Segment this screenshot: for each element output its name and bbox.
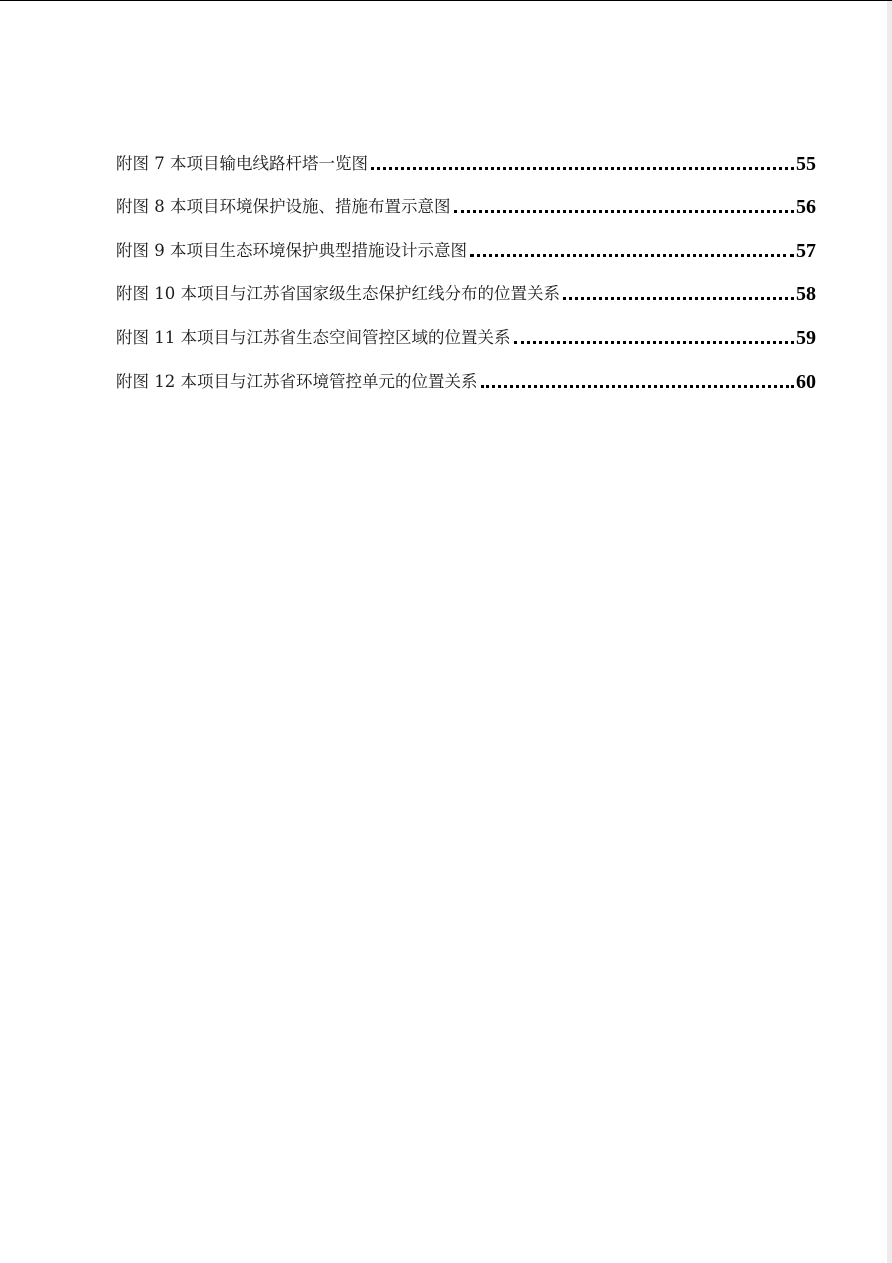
toc-page-number: 59 <box>796 326 816 349</box>
toc-entry[interactable] <box>116 351 816 395</box>
toc-dot-leader <box>563 297 794 300</box>
toc-dot-leader <box>454 210 795 213</box>
toc-entry[interactable] <box>116 307 816 351</box>
toc-page-number: 55 <box>796 152 816 175</box>
toc-entry[interactable] <box>116 220 816 264</box>
toc-page-number: 60 <box>796 370 816 393</box>
toc-dot-leader <box>470 254 794 257</box>
toc-entry[interactable] <box>116 264 816 308</box>
toc-entry-label: 附图 10 本项目与江苏省国家级生态保护红线分布的位置关系 <box>116 284 560 304</box>
toc-entry[interactable] <box>116 133 816 177</box>
toc-entry[interactable] <box>116 177 816 221</box>
toc-page-number: 56 <box>796 196 816 219</box>
page-edge-shadow <box>887 1 892 1263</box>
toc-dot-leader <box>371 167 794 170</box>
toc-dot-leader <box>514 341 795 344</box>
toc-dot-leader <box>481 385 795 388</box>
table-of-contents <box>116 133 816 395</box>
toc-page-number: 57 <box>796 239 816 262</box>
toc-entry-label: 附图 12 本项目与江苏省环境管控单元的位置关系 <box>116 371 478 391</box>
toc-entry-label: 附图 7 本项目输电线路杆塔一览图 <box>116 153 368 173</box>
toc-page-number: 58 <box>796 283 816 306</box>
toc-entry-label: 附图 9 本项目生态环境保护典型措施设计示意图 <box>116 240 467 260</box>
toc-entry-label: 附图 11 本项目与江苏省生态空间管控区域的位置关系 <box>116 327 511 347</box>
toc-entry-label: 附图 8 本项目环境保护设施、措施布置示意图 <box>116 197 451 217</box>
